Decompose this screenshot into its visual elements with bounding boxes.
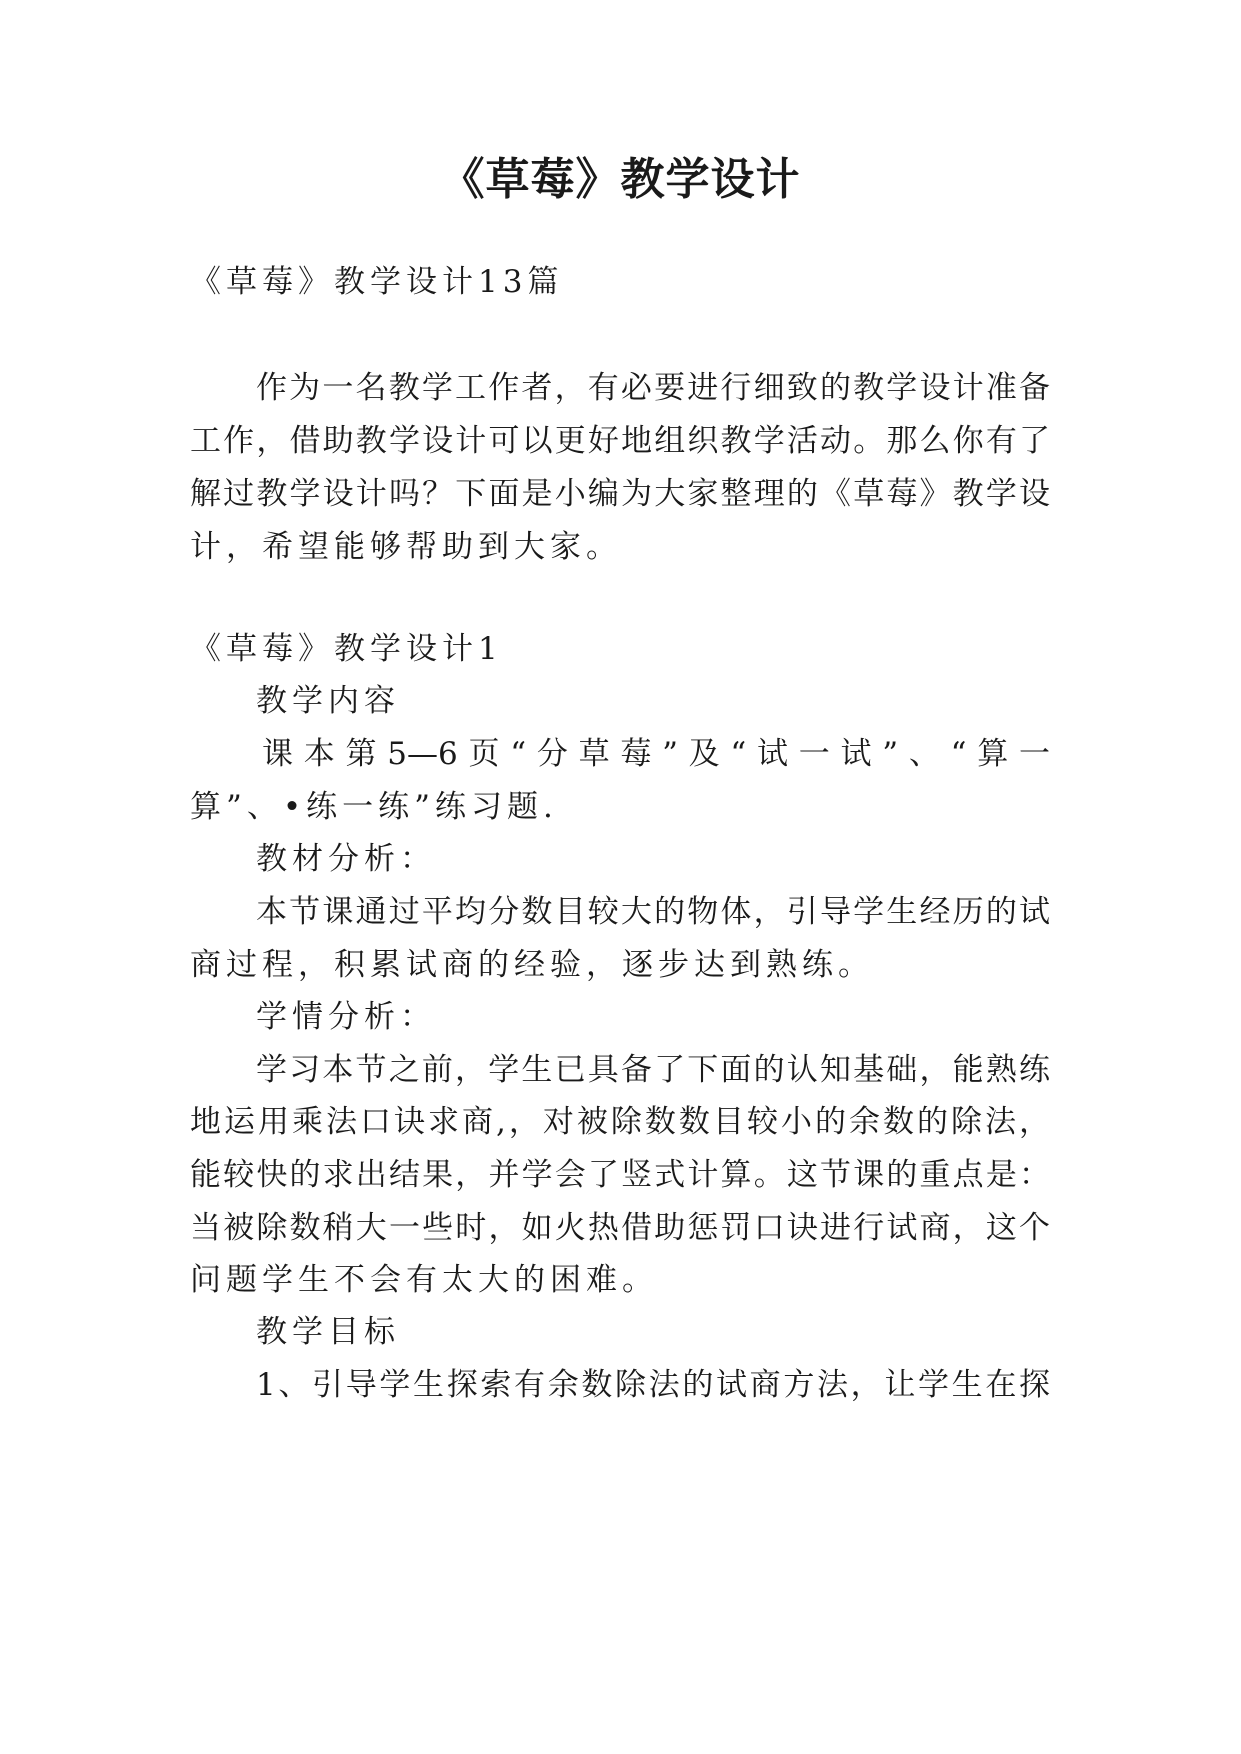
teaching-content-line: 课本第5—6页“分草莓”及“试一试”、“算一 (262, 736, 1050, 772)
intro-line: 解过教学设计吗？下面是小编为大家整理的《草莓》教学设 (190, 476, 1050, 512)
intro-line: 工作，借助教学设计可以更好地组织教学活动。那么你有了 (190, 423, 1050, 459)
section-heading: 《草莓》教学设计1 (190, 631, 503, 667)
learning-analysis-line: 当被除数稍大一些时，如火热借助惩罚口诀进行试商，这个 (190, 1210, 1050, 1246)
teaching-content-line: 算”、•练一练”练习题. (190, 789, 558, 825)
intro-line: 作为一名教学工作者，有必要进行细致的教学设计准备 (256, 370, 1050, 406)
intro-line: 计，希望能够帮助到大家。 (190, 529, 622, 565)
teaching-goal-line: 1、引导学生探索有余数除法的试商方法，让学生在探 (256, 1367, 1050, 1403)
learning-analysis-label: 学情分析： (256, 999, 436, 1035)
material-analysis-label: 教材分析： (256, 841, 436, 877)
learning-analysis-line: 地运用乘法口诀求商,，对被除数数目较小的余数的除法， (190, 1104, 1050, 1140)
teaching-goals-label: 教学目标 (256, 1314, 400, 1350)
material-analysis-line: 本节课通过平均分数目较大的物体，引导学生经历的试 (256, 894, 1050, 930)
learning-analysis-line: 学习本节之前，学生已具备了下面的认知基础，能熟练 (256, 1052, 1050, 1088)
document-subtitle: 《草莓》教学设计13篇 (190, 264, 564, 300)
teaching-content-label: 教学内容 (256, 683, 400, 719)
material-analysis-line: 商过程，积累试商的经验，逐步达到熟练。 (190, 947, 874, 983)
document-title: 《草莓》教学设计 (440, 154, 801, 205)
learning-analysis-line: 问题学生不会有太大的困难。 (190, 1262, 658, 1298)
learning-analysis-line: 能较快的求出结果，并学会了竖式计算。这节课的重点是： (190, 1157, 1050, 1193)
